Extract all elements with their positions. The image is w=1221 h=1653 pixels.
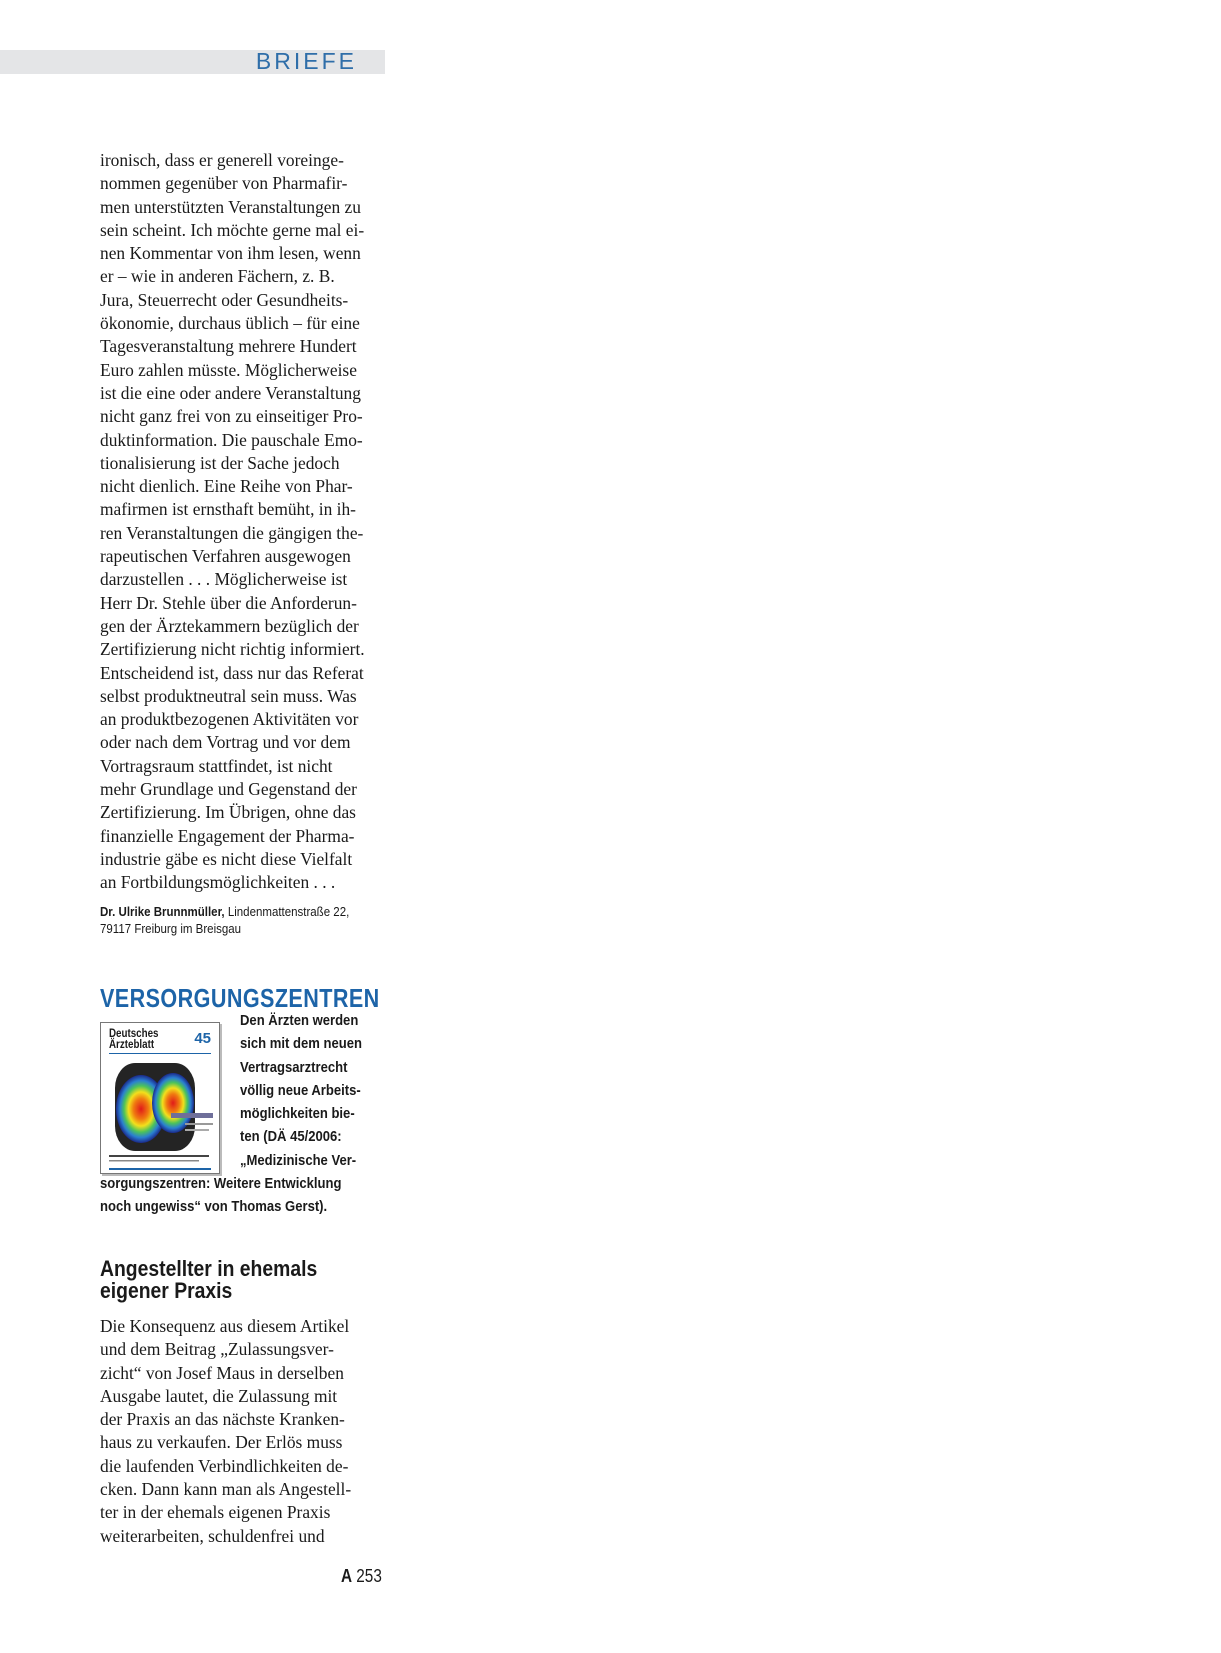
intro-line: möglichkeiten bie- <box>240 1105 355 1123</box>
text-line: Ausgabe lautet, die Zulassung mit <box>100 1385 338 1406</box>
text-line: nommen gegenüber von Pharmafir- <box>100 173 348 194</box>
text-line: ist die eine oder andere Veranstaltung <box>100 382 361 403</box>
letter-signature <box>100 904 385 938</box>
cover-divider <box>109 1168 211 1170</box>
text-line: zicht“ von Josef Maus in derselben <box>100 1362 344 1383</box>
text-line: mafirmen ist ernsthaft bemüht, in ih- <box>100 499 356 520</box>
text-line: ironisch, dass er generell voreinge- <box>100 150 344 170</box>
text-line: Zertifizierung. Im Übrigen, ohne das <box>100 802 356 823</box>
text-line: nicht ganz frei von zu einseitiger Pro- <box>100 406 363 427</box>
page-number-value: 253 <box>352 1566 382 1586</box>
text-line: ter in der ehemals eigenen Praxis <box>100 1502 331 1523</box>
intro-line: ten (DÄ 45/2006: <box>240 1128 342 1146</box>
text-line: ökonomie, durchaus üblich – für eine <box>100 313 360 334</box>
intro-line: „Medizinische Ver- <box>240 1151 357 1169</box>
text-line: Vortragsraum stattfindet, ist nicht <box>100 755 333 776</box>
letter-heading <box>100 1258 317 1302</box>
section-header-band <box>0 50 385 74</box>
text-line: Herr Dr. Stehle über die Anforderun- <box>100 592 357 613</box>
text-line: darzustellen . . . Möglicherweise ist <box>100 569 348 590</box>
text-line: Tagesveranstaltung mehrere Hundert <box>100 336 357 357</box>
intro-line: völlig neue Arbeits- <box>240 1081 361 1099</box>
text-line: nen Kommentar von ihm lesen, wenn <box>100 243 361 264</box>
text-line: und dem Beitrag „Zulassungsver- <box>100 1339 334 1360</box>
text-line: an Fortbildungsmöglichkeiten . . . <box>100 872 336 893</box>
section-label: BRIEFE <box>255 48 357 74</box>
intro-line: noch ungewiss“ von Thomas Gerst). <box>100 1198 328 1216</box>
cover-heatmap-graphic <box>101 1023 219 1173</box>
letter-text <box>100 149 385 895</box>
text-line: Die Konsequenz aus diesem Artikel <box>100 1316 350 1336</box>
text-line: er – wie in anderen Fächern, z. B. <box>100 266 335 287</box>
cover-issue-number: 45 <box>194 1030 211 1047</box>
text-line: an produktbezogenen Aktivitäten vor <box>100 709 359 730</box>
text-line: oder nach dem Vortrag und vor dem <box>100 732 351 753</box>
text-line: Jura, Steuerrecht oder Gesundheits- <box>100 289 349 310</box>
letter-body <box>100 149 385 895</box>
text-line: der Praxis an das nächste Kranken- <box>100 1409 345 1430</box>
cover-title-line: Deutsches <box>109 1028 159 1040</box>
magazine-cover-image <box>100 1022 220 1174</box>
letter-text <box>100 1315 385 1548</box>
text-line: ren Veranstaltungen die gängigen the- <box>100 522 364 543</box>
signature-line <box>100 904 362 921</box>
text-line: Euro zahlen müsste. Möglicherweise <box>100 359 357 380</box>
section-intro-wrap <box>240 1009 362 1172</box>
letter-heading-line: eigener Praxis <box>100 1278 233 1303</box>
text-line: selbst produktneutral sein muss. Was <box>100 685 357 706</box>
letter-heading-line: Angestellter in ehemals <box>100 1256 318 1281</box>
text-line: duktinformation. Die pauschale Emo- <box>100 429 363 450</box>
text-line: rapeutischen Verfahren ausgewogen <box>100 546 351 567</box>
signature-name: Dr. Ulrike Brunnmüller, <box>100 905 225 919</box>
signature-address: Lindenmattenstraße 22, <box>224 905 350 919</box>
intro-line: sorgungszentren: Weitere Entwicklung <box>100 1175 342 1192</box>
text-line: mehr Grundlage und Gegenstand der <box>100 779 357 800</box>
signature-city: 79117 Freiburg im Breisgau <box>100 922 242 936</box>
page-prefix: A <box>341 1566 353 1586</box>
page-number <box>341 1566 382 1587</box>
cover-title-line: Ärzteblatt <box>109 1039 155 1051</box>
intro-line: sich mit dem neuen <box>240 1035 362 1053</box>
text-line: haus zu verkaufen. Der Erlös muss <box>100 1432 343 1453</box>
section-intro-full <box>100 1172 341 1219</box>
text-line: Entscheidend ist, dass nur das Referat <box>100 662 364 683</box>
intro-line: Vertragsarztrecht <box>240 1058 348 1076</box>
text-line: Zertifizierung nicht richtig informiert. <box>100 639 365 660</box>
text-line: men unterstützten Veranstaltungen zu <box>100 196 361 217</box>
section-heading: VERSORGUNGSZENTREN <box>100 983 380 1013</box>
text-line: sein scheint. Ich möchte gerne mal ei- <box>100 219 365 240</box>
text-line: cken. Dann kann man als Angestell- <box>100 1479 352 1500</box>
text-line: finanzielle Engagement der Pharma- <box>100 825 355 846</box>
text-line: gen der Ärztekammern bezüglich der <box>100 615 359 636</box>
text-line: industrie gäbe es nicht diese Vielfalt <box>100 848 353 869</box>
text-line: weiterarbeiten, schuldenfrei und <box>100 1525 325 1546</box>
text-line: tionalisierung ist der Sache jedoch <box>100 452 340 473</box>
intro-line: Den Ärzten werden <box>240 1012 359 1029</box>
text-line: nicht dienlich. Eine Reihe von Phar- <box>100 476 353 497</box>
letter-body <box>100 1315 385 1548</box>
text-line: die laufenden Verbindlichkeiten de- <box>100 1455 349 1476</box>
